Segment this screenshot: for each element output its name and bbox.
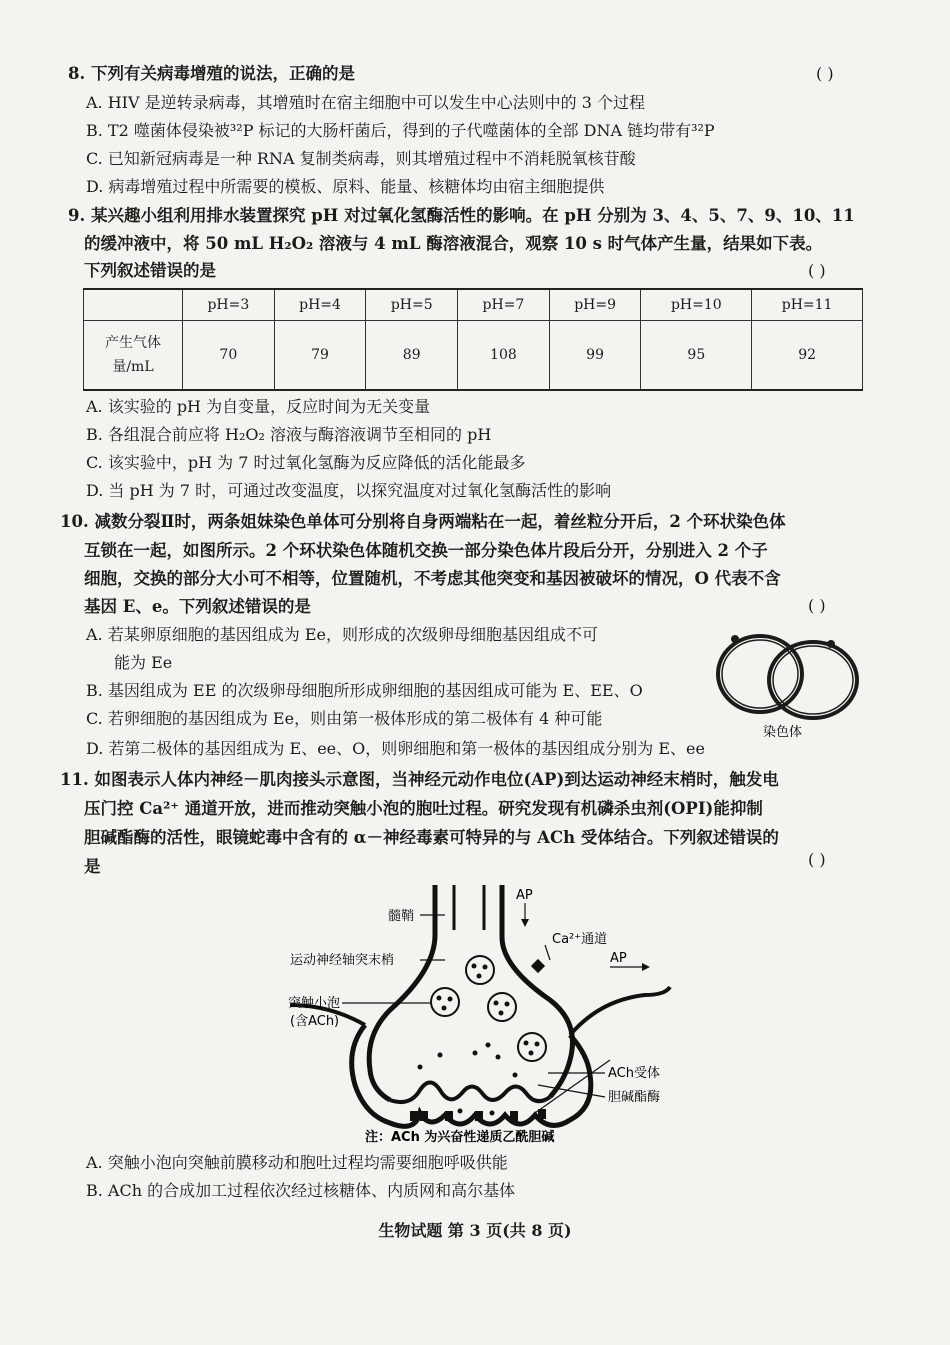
table-row-label [84,321,183,391]
q8-option-b: B. T2 噬菌体侵染被³²P 标记的大肠杆菌后，得到的子代噬菌体的全部 DNA 链均带有³²P [86,121,715,140]
q9-option-a: A. 该实验的 pH 为自变量，反应时间为无关变量 [86,397,431,416]
q8-answer-paren: ( ) [816,64,834,83]
q9-option-b: B. 各组混合前应将 H₂O₂ 溶液与酶溶液调节至相同的 pH [86,425,492,444]
ap-arrow-head [642,963,650,971]
table-header-row [84,289,863,321]
q9-answer-paren: ( ) [808,261,826,280]
table-header-cell: pH=11 [752,289,863,321]
table-header-cell: pH=7 [458,289,550,321]
label-vesicle: 突触小泡 [288,996,341,1011]
gene-locus-dot [827,640,835,648]
table-header-cell: pH=10 [641,289,752,321]
label-myelin: 髓鞘 [388,909,415,924]
table-corner-cell [84,289,183,321]
chromosome-label: 染色体 [763,725,803,740]
synaptic-vesicle [466,956,494,984]
q9-stem-line2: 的缓冲液中，将 50 mL H₂O₂ 溶液与 4 mL 酶溶液混合，观察 10 s 时气体产生量，结果如下表。 [84,234,823,253]
q10-option-a: A. 若某卵原细胞的基因组成为 Ee，则形成的次级卵母细胞基因组成不可 [86,625,598,644]
table-cell: 92 [752,321,863,391]
table-cell: 108 [458,321,550,391]
label-ca-channel: Ca²⁺通道 [552,932,608,947]
q11-answer-paren: ( ) [808,850,826,869]
ach-receptors [410,1109,546,1121]
q10-option-b: B. 基因组成为 EE 的次级卵母细胞所形成卵细胞的基因组成可能为 E、EE、O [86,681,643,700]
presynaptic-membrane [390,1083,550,1103]
q11-option-a: A. 突触小泡向突触前膜移动和胞吐过程均需要细胞呼吸供能 [86,1153,508,1172]
label-cholinesterase: 胆碱酯酶 [608,1090,661,1105]
q10-option-d: D. 若第二极体的基因组成为 E、ee、O，则卵细胞和第一极体的基因组成分别为 E、ee [86,739,705,758]
synaptic-vesicle [518,1033,546,1061]
neuromuscular-junction-diagram [270,875,690,1150]
ring-chromosome-right [769,642,857,718]
table-header-cell: pH=9 [549,289,641,321]
table-cell: 79 [274,321,366,391]
table-cell: 99 [549,321,641,391]
q10-stem-line4: 基因 E、e。下列叙述错误的是 [84,597,311,616]
q10-answer-paren: ( ) [808,596,826,615]
q11-stem-line1: 11. 如图表示人体内神经－肌肉接头示意图，当神经元动作电位(AP)到达运动神经末梢时，触发电 [60,770,779,789]
gene-locus-dot [731,635,739,643]
label-ap-top: AP [516,888,533,903]
q11-stem-line2: 压门控 Ca²⁺ 通道开放，进而推动突触小泡的胞吐过程。研究发现有机磷杀虫剂(OPI)能抑制 [84,799,763,818]
q10-option-c: C. 若卵细胞的基因组成为 Ee，则由第一极体形成的第二极体有 4 种可能 [86,709,603,728]
label-ap-right: AP [610,951,627,966]
postsynaptic-membrane [352,1025,591,1126]
q11-option-b: B. ACh 的合成加工过程依次经过核糖体、内质网和高尔基体 [86,1181,516,1200]
q8-stem: 8. 下列有关病毒增殖的说法，正确的是 [68,64,355,83]
synaptic-vesicle [488,993,516,1021]
q9-option-d: D. 当 pH 为 7 时，可通过改变温度，以探究温度对过氧化氢酶活性的影响 [86,481,612,500]
q9-stem-line3: 下列叙述错误的是 [84,261,216,280]
label-ach-receptor: ACh受体 [608,1066,660,1081]
row-label-line1: 产生气体 [105,335,161,351]
q10-stem-line3: 细胞，交换的部分大小可不相等，位置随机，不考虑其他突变和基因被破坏的情况，O 代表不含 [84,569,781,588]
synaptic-vesicle [431,988,459,1016]
q9-stem-line1: 9. 某兴趣小组利用排水装置探究 pH 对过氧化氢酶活性的影响。在 pH 分别为 3、4、5、7、9、10、11 [68,206,855,225]
table-value-row [84,321,863,391]
q11-stem-line3: 胆碱酯酶的活性，眼镜蛇毒中含有的 α－神经毒素可特异的与 ACh 受体结合。下列叙述错误的 [84,828,779,847]
q10-stem-line2: 互锁在一起，如图所示。2 个环状染色体随机交换一部分染色体片段后分开，分别进入 2 个子 [84,541,768,560]
q10-stem-line1: 10. 减数分裂Ⅱ时，两条姐妹染色单体可分别将自身两端粘在一起，着丝粒分开后，2 个环状染色体 [60,512,786,531]
q8-option-c: C. 已知新冠病毒是一种 RNA 复制类病毒，则其增殖过程中不消耗脱氧核苷酸 [86,149,636,168]
diagram-note: 注：ACh 为兴奋性递质乙酰胆碱 [365,1130,555,1145]
table-header-cell: pH=4 [274,289,366,321]
table-cell: 89 [366,321,458,391]
q8-option-d: D. 病毒增殖过程中所需要的模板、原料、能量、核糖体均由宿主细胞提供 [86,177,605,196]
table-header-cell: pH=3 [183,289,275,321]
label-vesicle-ach: (含ACh) [290,1014,340,1029]
table-header-cell: pH=5 [366,289,458,321]
chromosome-rings-figure [705,622,865,740]
acetylcholine-molecules [418,1043,518,1116]
ca-channel-icon [531,959,545,973]
table-cell: 70 [183,321,275,391]
q11-stem-line4: 是 [84,857,101,876]
q9-ph-table [83,288,863,391]
q8-option-a: A. HIV 是逆转录病毒，其增殖时在宿主细胞中可以发生中心法则中的 3 个过程 [86,93,645,112]
page-footer: 生物试题 第 3 页(共 8 页) [378,1221,572,1240]
table-cell: 95 [641,321,752,391]
muscle-membrane-right [570,987,670,1035]
label-axon-terminal: 运动神经轴突末梢 [290,953,395,968]
q10-option-a-cont: 能为 Ee [114,653,173,672]
row-label-line2: 量/mL [112,359,154,375]
ap-arrow-head [521,919,529,927]
q9-option-c: C. 该实验中，pH 为 7 时过氧化氢酶为反应降低的活化能最多 [86,453,526,472]
